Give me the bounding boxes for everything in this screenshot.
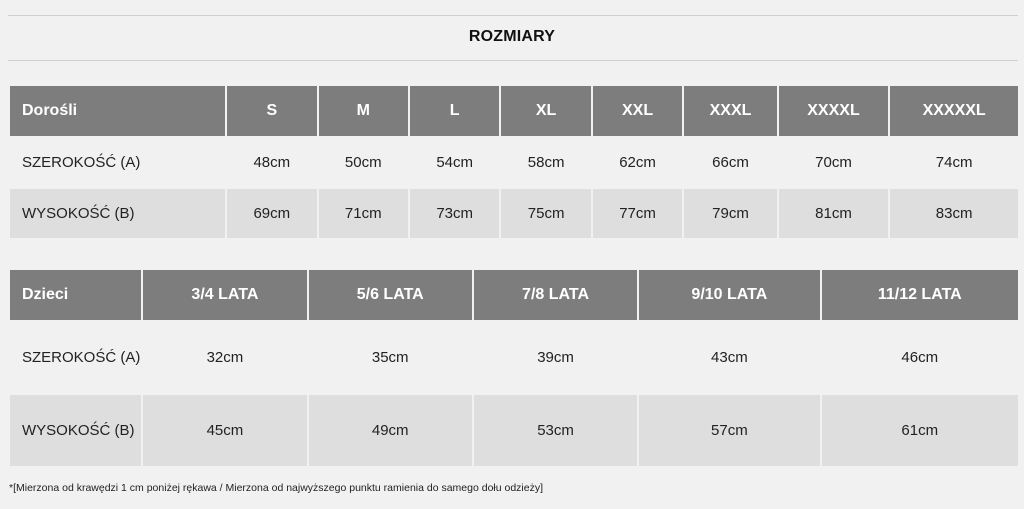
- title-divider: [8, 60, 1018, 61]
- size-header: XXXXL: [779, 86, 889, 136]
- table-cell: 81cm: [779, 189, 889, 238]
- table-cell: 48cm: [227, 138, 316, 187]
- size-header: XXL: [593, 86, 682, 136]
- page-title: ROZMIARY: [468, 28, 556, 45]
- age-header: 9/10 LATA: [639, 270, 819, 320]
- top-divider: [8, 15, 1018, 16]
- table-cell: 32cm: [143, 322, 306, 393]
- table-cell: 66cm: [684, 138, 776, 187]
- table-cell: 49cm: [309, 395, 472, 466]
- age-header: 7/8 LATA: [474, 270, 637, 320]
- table-cell: 69cm: [227, 189, 316, 238]
- size-header: S: [227, 86, 316, 136]
- age-header: 11/12 LATA: [822, 270, 1018, 320]
- table-cell: 62cm: [593, 138, 682, 187]
- table-cell: 39cm: [474, 322, 637, 393]
- table-cell: 74cm: [890, 138, 1018, 187]
- adult-header-row: [10, 86, 1018, 136]
- table-cell: 53cm: [474, 395, 637, 466]
- kids-size-table: [8, 268, 1020, 468]
- age-header: 3/4 LATA: [143, 270, 306, 320]
- table-cell: 61cm: [822, 395, 1018, 466]
- table-cell: 73cm: [410, 189, 499, 238]
- kids-header-label: Dzieci: [10, 270, 141, 320]
- row-label: SZEROKOŚĆ (A): [10, 322, 141, 393]
- row-label: SZEROKOŚĆ (A): [10, 138, 225, 187]
- table-row: [10, 138, 1018, 187]
- table-row: [10, 189, 1018, 238]
- table-row: [10, 395, 1018, 466]
- table-cell: 58cm: [501, 138, 590, 187]
- table-cell: 45cm: [143, 395, 306, 466]
- table-cell: 83cm: [890, 189, 1018, 238]
- table-cell: 77cm: [593, 189, 682, 238]
- size-header: L: [410, 86, 499, 136]
- table-cell: 75cm: [501, 189, 590, 238]
- size-header: M: [319, 86, 408, 136]
- age-header: 5/6 LATA: [309, 270, 472, 320]
- table-cell: 46cm: [822, 322, 1018, 393]
- size-header: XXXL: [684, 86, 776, 136]
- table-cell: 71cm: [319, 189, 408, 238]
- kids-header-row: [10, 270, 1018, 320]
- table-cell: 79cm: [684, 189, 776, 238]
- table-cell: 50cm: [319, 138, 408, 187]
- table-row: [10, 322, 1018, 393]
- size-header: XL: [501, 86, 590, 136]
- row-label: WYSOKOŚĆ (B): [10, 395, 141, 466]
- table-cell: 54cm: [410, 138, 499, 187]
- table-cell: 43cm: [639, 322, 819, 393]
- table-cell: 35cm: [309, 322, 472, 393]
- adult-header-label: Dorośli: [10, 86, 225, 136]
- footnote: *[Mierzona od krawędzi 1 cm poniżej rękawa / Mierzona od najwyższego punktu ramienia do samego dołu odzieży]: [9, 482, 544, 494]
- adult-size-table: [8, 84, 1020, 240]
- table-cell: 70cm: [779, 138, 889, 187]
- row-label: WYSOKOŚĆ (B): [10, 189, 225, 238]
- table-cell: 57cm: [639, 395, 819, 466]
- size-header: XXXXXL: [890, 86, 1018, 136]
